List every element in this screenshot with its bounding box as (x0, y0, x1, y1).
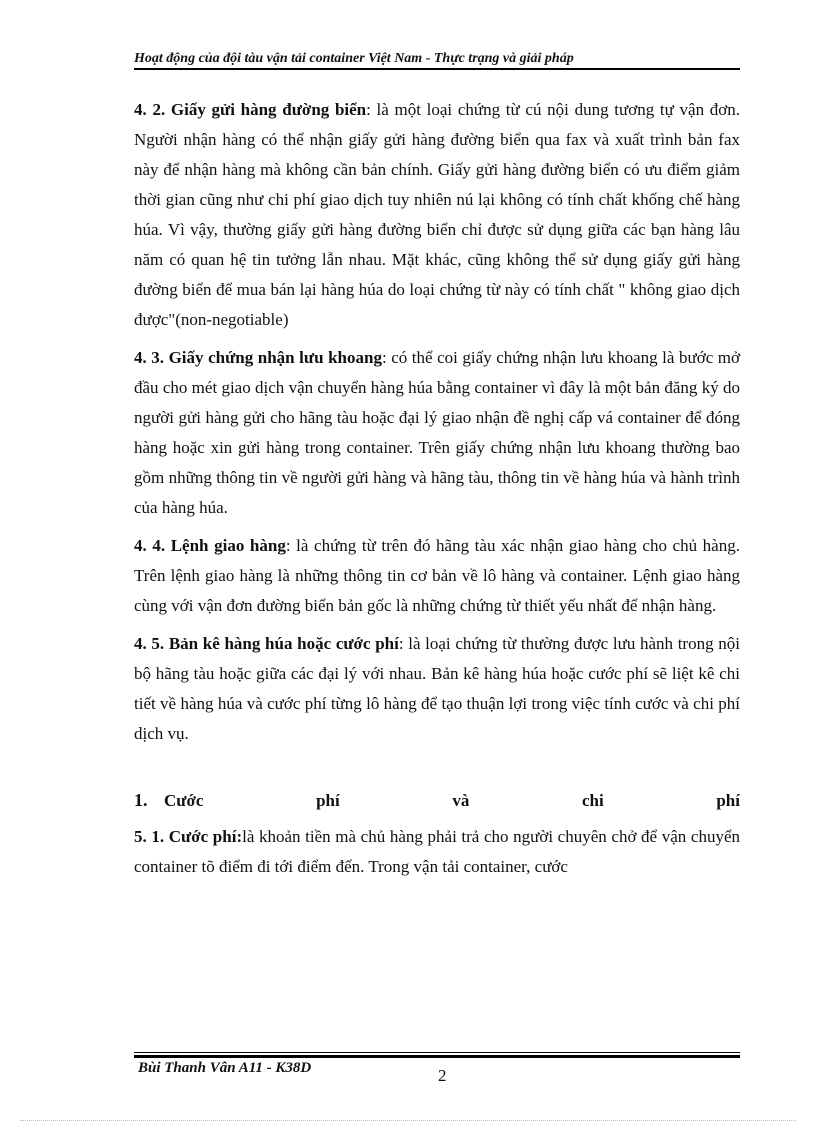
section-text: : là loại chứng từ thường được lưu hành trong nội bộ hãng tàu hoặc giữa các đại lý với nhau. Bản kê hàng húa hoặc cước phí sẽ liệt kê chi tiết về hàng húa và cước phí từng lô hàng để tạo thuận lợi trong việc tính cước và chi phí dịch vụ. (134, 634, 740, 743)
heading-word: và (452, 791, 470, 810)
heading-word: Cước (164, 791, 204, 810)
heading-word: chi (581, 791, 604, 810)
section-term: 5. 1. Cước phí: (134, 827, 243, 846)
running-header: Hoạt động của đội tàu vận tải container Việt Nam - Thực trạng và giải pháp (134, 51, 574, 66)
section-term: 4. 4. Lệnh giao hàng (134, 536, 286, 555)
section-4-2 (134, 95, 740, 335)
section-text: : là chứng từ trên đó hãng tàu xác nhận giao hàng cho chủ hàng. Trên lệnh giao hàng là những thông tin cơ bản về lô hàng và container. Lệnh giao hàng cùng với vận đơn đường biển bản gốc là những chứng từ thiết yếu nhất để nhận hàng. (134, 536, 740, 615)
section-text: : có thể coi giấy chứng nhận lưu khoang là bước mở đầu cho mét giao dịch vận chuyển hàng húa bằng container vì đây là một bản đăng ký do người gửi hàng gửi cho hãng tàu hoặc đại lý giao nhận đề nghị cấp vá container để đóng hàng hoặc xin gửi hàng trong container. Trên giấy chứng nhận lưu khoang thường bao gồm những thông tin về người gửi hàng và hãng tàu, thông tin về hàng húa và hành trình của hàng húa. (134, 348, 740, 517)
heading-word: phí (716, 791, 740, 810)
section-5-1 (134, 822, 740, 882)
footer-rule-thick (134, 1055, 740, 1058)
header-rule (134, 68, 740, 70)
page-bottom-border (20, 1120, 796, 1121)
footer-author: Bùi Thanh Vân A11 - K38D (138, 1060, 312, 1076)
heading-word: phí (316, 791, 340, 810)
section-term: 4. 3. Giấy chứng nhận lưu khoang (134, 348, 382, 367)
section-4-4 (134, 531, 740, 621)
document-body (134, 95, 740, 882)
heading-words (164, 786, 740, 816)
section-text: là khoản tiền mà chủ hàng phải trả cho người chuyên chở để vận chuyển container tõ điểm đi tới điểm đến. Trong vận tải container, cước (134, 827, 740, 876)
section-4-5 (134, 629, 740, 749)
section-text: : là một loại chứng từ cú nội dung tương tự vận đơn. Người nhận hàng có thể nhận giấy gửi hàng đường biển qua fax và xuất trình bản fax này để nhận hàng mà không cần bản chính. Giấy gửi hàng đường biển có ưu điểm giảm thời gian cũng như chi phí giao dịch tuy nhiên nú lại không có tính chất khống chế hàng húa. Vì vậy, thường giấy gửi hàng đường biển chỉ được sử dụng giữa các bạn hàng lâu năm có quan hệ tin tưởng lẫn nhau. Mặt khác, cũng không thể sử dụng giấy gửi hàng đường biển để mua bán lại hàng húa do loại chứng từ này có tính chất " không giao dịch được"(non-negotiable) (134, 100, 740, 329)
footer-rule (134, 1052, 740, 1053)
page-number: 2 (438, 1066, 447, 1085)
section-4-3 (134, 343, 740, 523)
section-term: 4. 5. Bản kê hàng húa hoặc cước phí (134, 634, 399, 653)
heading-number: 1. (134, 790, 148, 810)
section-heading (134, 785, 740, 816)
section-term: 4. 2. Giấy gửi hàng đường biển (134, 100, 367, 119)
